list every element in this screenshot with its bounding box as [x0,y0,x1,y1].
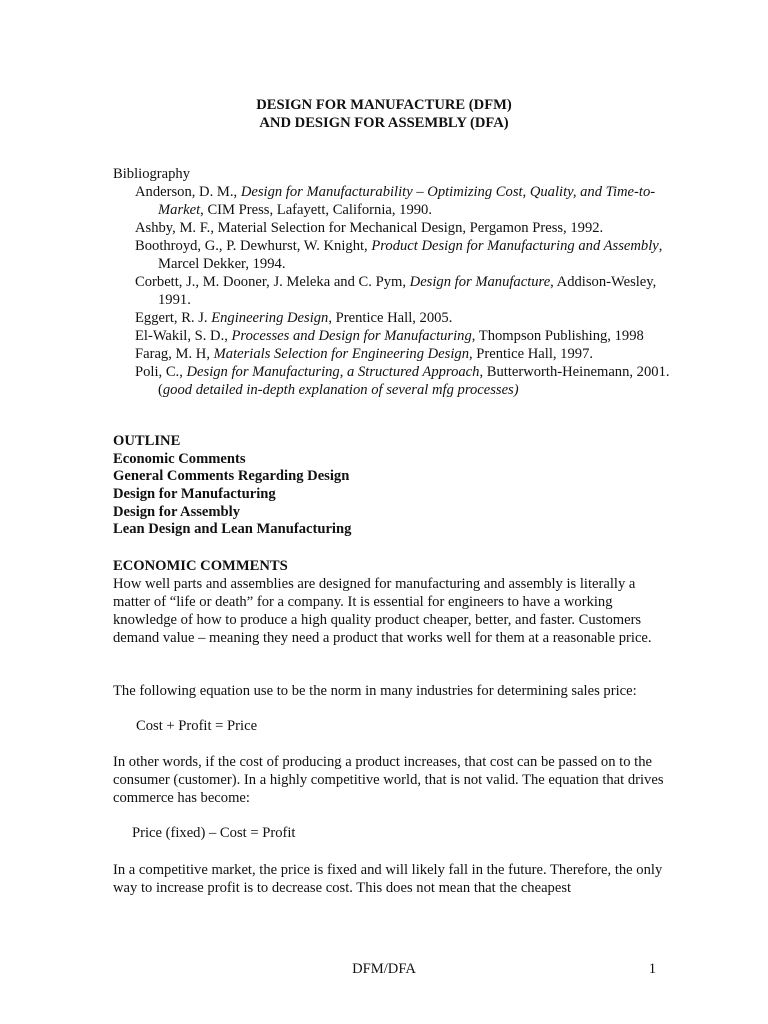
outline-item: Lean Design and Lean Manufacturing [113,521,352,538]
entry-title-text: Engineering Design [211,310,329,326]
document-title [0,96,768,132]
entry-text: Farag, M. H, [135,346,214,362]
entry-title-text: Design for Manufacturing, a Structured Approach [186,364,480,380]
entry-text: Eggert, R. J. [135,310,212,326]
entry-title-text: Design for Manufacture [409,274,551,290]
entry-text: , Marcel Dekker, 1994. [158,238,663,272]
economic-paragraph-3: In other words, if the cost of producing a product increases, that cost can be passed on to the consumer (customer). In a highly competitive world, that is not valid. The equation that drives commerce has become: [113,754,664,806]
bibliography-entry [135,183,673,219]
entry-title-text: Product Design for Manufacturing and Assembly [371,238,659,254]
equation-2: Price (fixed) – Cost = Profit [132,825,296,841]
bibliography-entry [135,345,673,363]
entry-text: El-Wakil, S. D., [135,328,232,344]
bibliography-section [113,165,673,399]
entry-text: , Addison-Wesley, 1991. [158,274,657,308]
bibliography-entry [135,309,673,327]
economic-paragraph-2: The following equation use to be the norm in many industries for determining sales price: [113,683,637,699]
entry-title-text: Materials Selection for Engineering Design [213,346,469,362]
page-number: 1 [648,961,656,977]
entry-text: Ashby, M. F., Material Selection for Mechanical Design, Pergamon Press, 1992. [135,220,604,236]
outline-item: Economic Comments [113,450,246,467]
footer-label: DFM/DFA [352,961,416,977]
entry-title-text: Processes and Design for Manufacturing [231,328,472,344]
title-line-2: AND DESIGN FOR ASSEMBLY (DFA) [259,115,509,131]
economic-comments-heading: ECONOMIC COMMENTS [113,558,288,574]
outline-section [113,432,673,538]
economic-paragraph-4: In a competitive market, the price is fixed and will likely fall in the future. Therefore, the only way to increase profit is to decrease cost. This does not mean that the cheapest [113,862,663,896]
entry-text: Poli, C., [135,364,187,380]
entry-text: , Prentice Hall, 1997. [469,346,594,362]
bibliography-entry [135,327,673,345]
entry-text: Anderson, D. M., [135,184,241,200]
bibliography-entry [135,237,673,273]
entry-title-text: Design for Manufacturability – Optimizing Cost, Quality, and Time-to-Market [158,184,656,218]
economic-paragraph-1: How well parts and assemblies are designed for manufacturing and assembly is literally a matter of “life or death” for a company. It is essential for engineers to have a working knowledge of how to produce a high quality product cheaper, better, and faster. Customers demand value – meaning they need a product that works well for them at a reasonable price. [113,576,652,646]
entry-title-text: good detailed in-depth explanation of several mfg processes) [162,382,519,398]
bibliography-entry [135,273,673,309]
equation-1: Cost + Profit = Price [136,718,258,734]
entry-text: , Butterworth-Heinemann, 2001. ( [158,364,670,398]
outline-item: Design for Assembly [113,503,241,520]
bibliography-heading: Bibliography [113,166,191,182]
outline-item: General Comments Regarding Design [113,468,350,485]
bibliography-entry [135,219,673,237]
entry-text: Boothroyd, G., P. Dewhurst, W. Knight, [135,238,372,254]
entry-text: , Prentice Hall, 2005. [328,310,453,326]
entry-text: , Thompson Publishing, 1998 [471,328,644,344]
bibliography-list [113,183,673,399]
economic-comments-section [113,557,673,647]
outline-heading: OUTLINE [113,433,181,449]
outline-item: Design for Manufacturing [113,486,276,503]
title-line-1: DESIGN FOR MANUFACTURE (DFM) [256,97,512,113]
bibliography-entry [135,363,673,399]
entry-text: , CIM Press, Lafayett, California, 1990. [200,202,432,218]
entry-text: Corbett, J., M. Dooner, J. Meleka and C. Pym, [135,274,410,290]
